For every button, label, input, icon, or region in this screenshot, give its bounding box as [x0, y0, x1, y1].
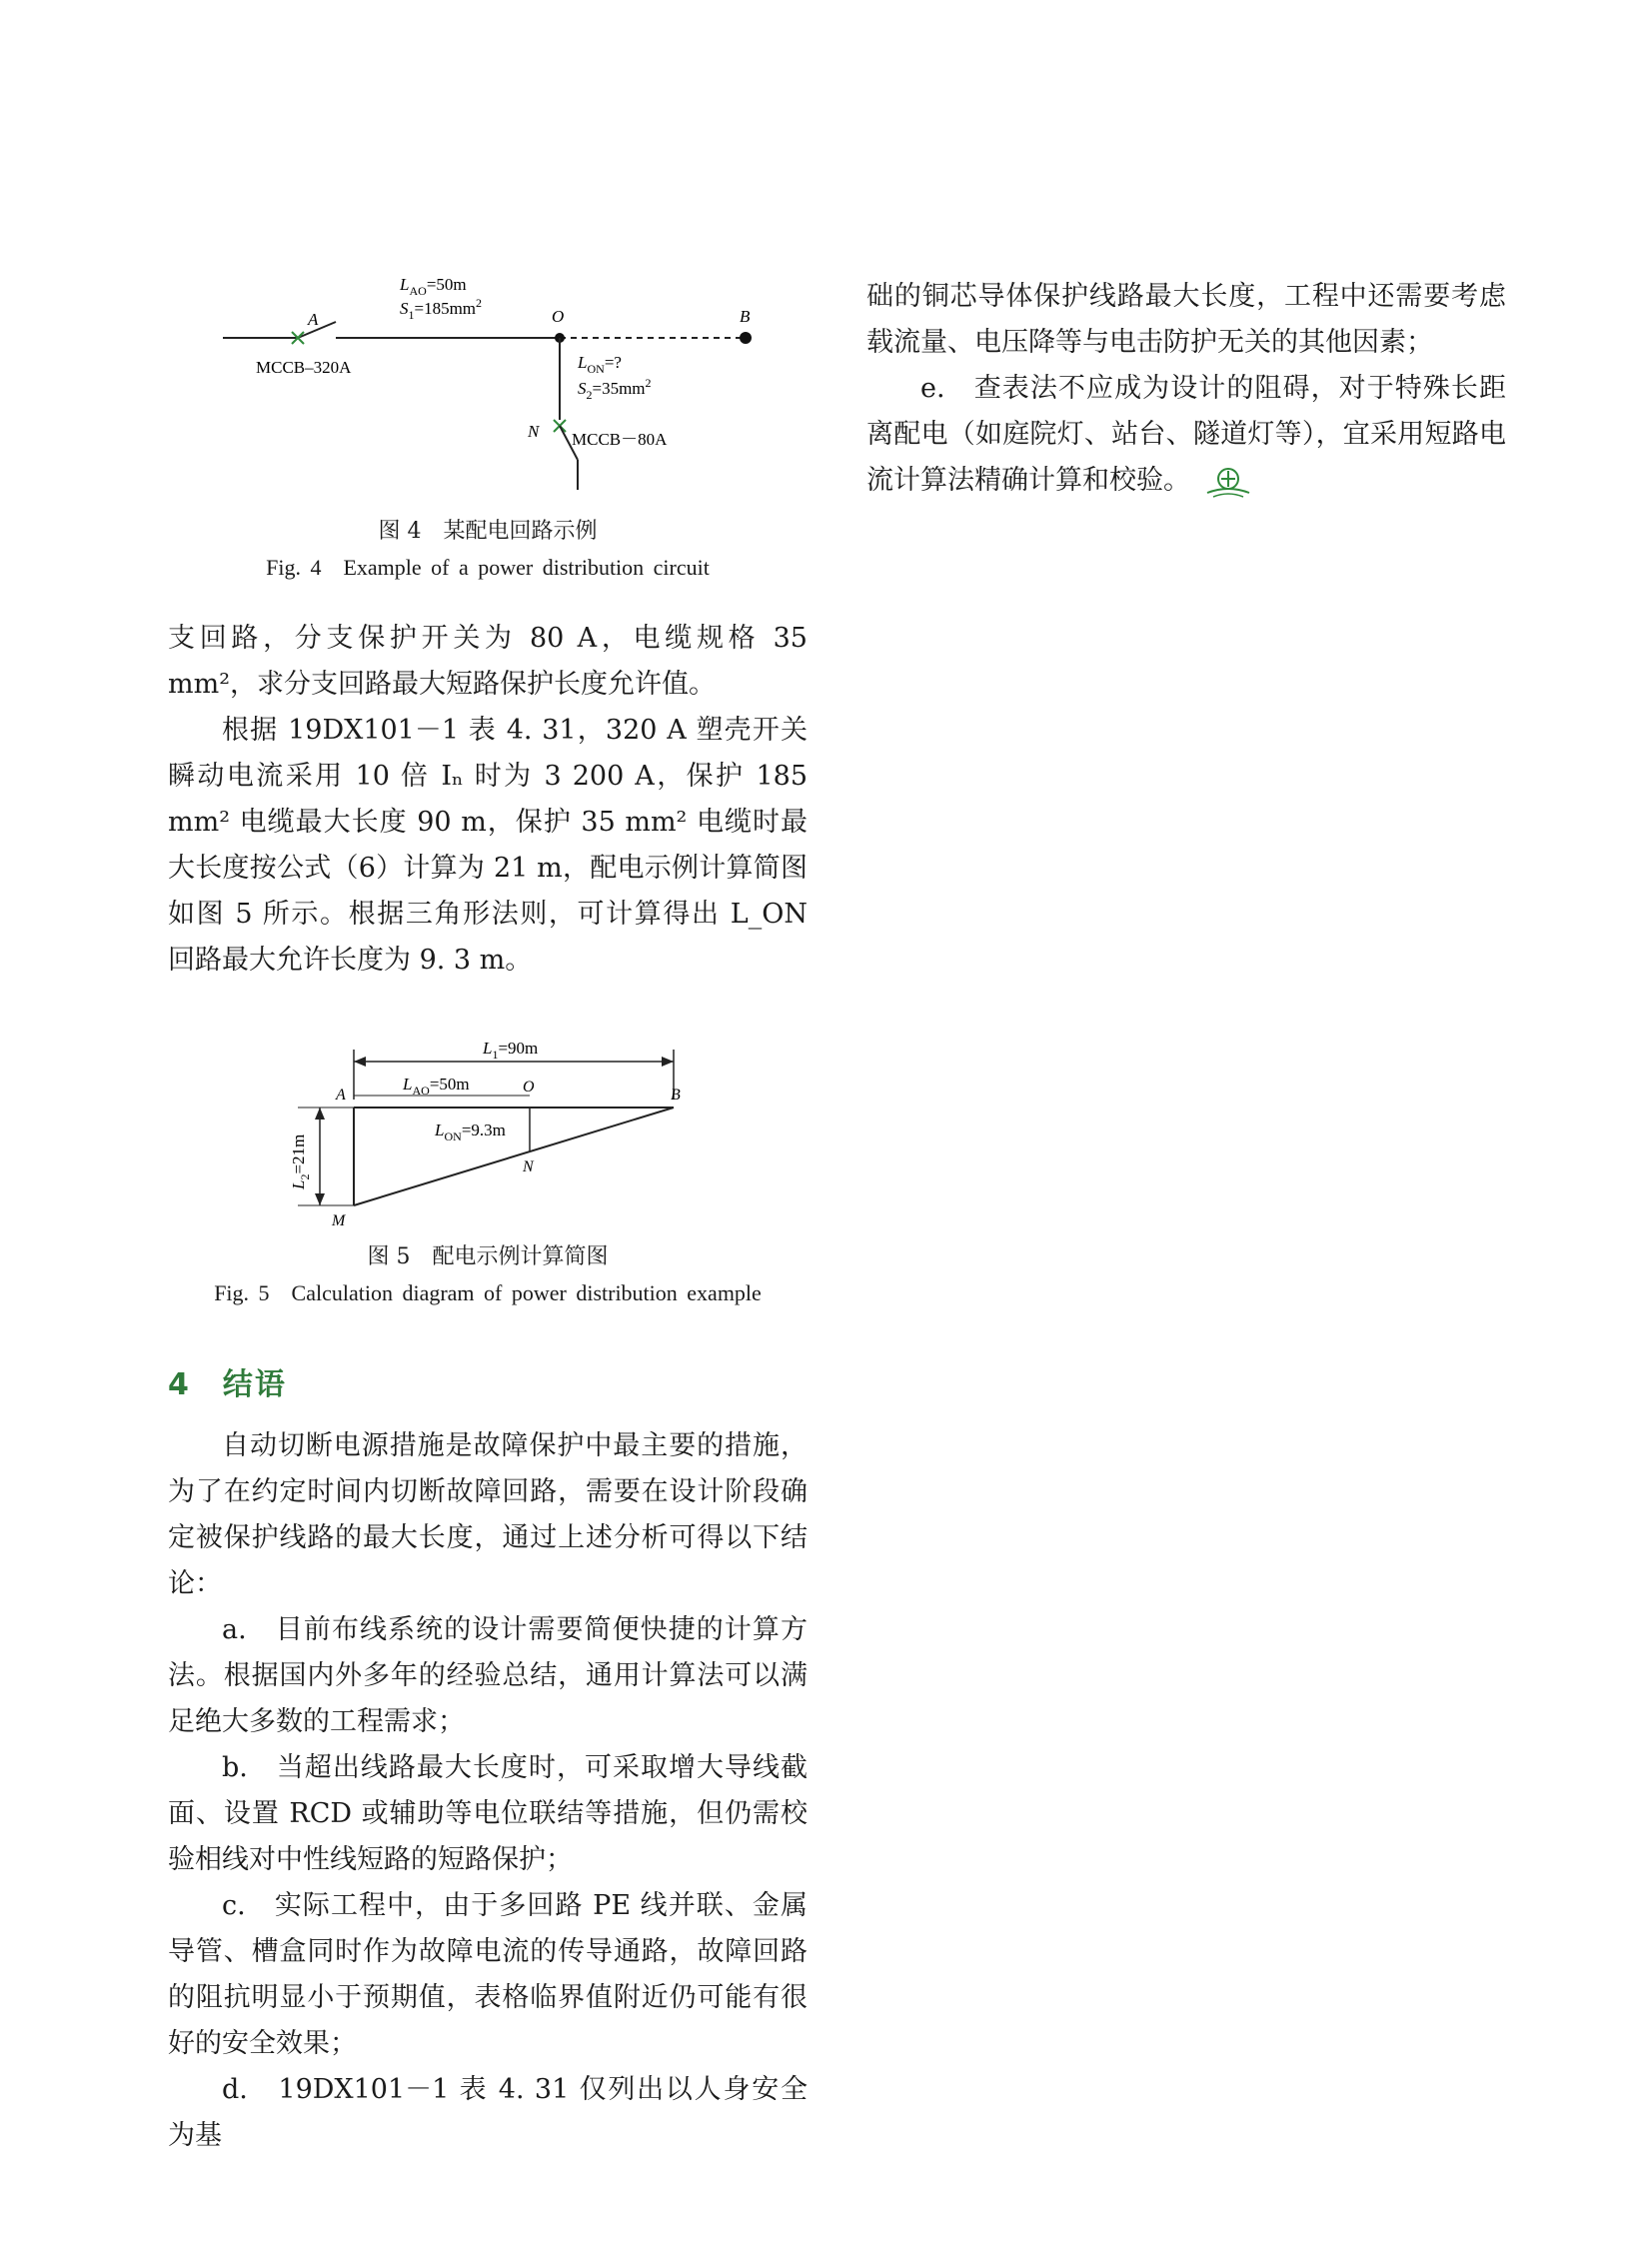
figure-4-caption-cn: 图 4 某配电回路示例	[378, 519, 598, 544]
paragraph-calculation: 根据 19DX101－1 表 4. 31，320 A 塑壳开关瞬动电流采用 10 倍 Iₙ 时为 3 200 A，保护 185 mm² 电缆最大长度 90 m，保护 35 mm² 电缆时最大长度按公式（6）计算为 21 m，配电示例计算简图如图 5 所示。根据三角形法则，可计算得出 L_ON 回路最大允许长度为 9. 3 m。	[168, 715, 808, 976]
point-b: B	[740, 307, 751, 326]
conclusion-item-d: d. 19DX101－1 表 4. 31 仅列出以人身安全为基	[168, 2074, 808, 2151]
mccb-main-label: MCCB–320A	[256, 358, 352, 377]
l2-arrow-bottom	[315, 1193, 325, 1205]
figure-5-caption-en: Fig. 5 Calculation diagram of power distribution example	[214, 1280, 762, 1305]
label-l2: $L_2=21m$	[289, 1133, 312, 1189]
label-lao: $L_{AO}=50m$	[400, 275, 467, 298]
node-b	[740, 332, 752, 344]
figure-4-caption-en: Fig. 4 Example of a power distribution circuit	[266, 555, 710, 580]
point-b-5: B	[671, 1087, 681, 1104]
point-n: N	[528, 422, 540, 441]
end-mark-icon	[1205, 465, 1251, 499]
label-lon: $L_{ON}=$?	[578, 353, 622, 376]
l1-arrow-right	[662, 1057, 674, 1067]
figure-5-caption-cn: 图 5 配电示例计算简图	[367, 1244, 609, 1269]
label-lao-5: $L_{AO}=50m$	[403, 1075, 470, 1098]
label-lon-5: $L_{ON}=9.3m$	[435, 1121, 506, 1143]
point-o-5: O	[523, 1079, 535, 1096]
point-m-5: M	[332, 1212, 346, 1229]
conclusion-item-e-text: e. 查表法不应成为设计的阻碍，对于特殊长距离配电（如庭院灯、站台、隧道灯等），宜采用短路电流计算法精确计算和校验。	[866, 373, 1506, 496]
paragraph-branch-circuit: 支回路，分支保护开关为 80 A，电缆规格 35 mm²，求分支回路最大短路保护长度允许值。	[168, 623, 808, 700]
point-a: A	[308, 310, 319, 329]
conclusion-item-a: a. 目前布线系统的设计需要简便快捷的计算方法。根据国内外多年的经验总结，通用计算法可以满足绝大多数的工程需求；	[168, 1614, 808, 1737]
figure-4-circuit-diagram	[168, 260, 808, 500]
point-a-5: A	[336, 1087, 346, 1104]
section-4-heading: 4 结语	[168, 1367, 287, 1402]
conclusion-item-b: b. 当超出线路最大长度时，可采取增大导线截面、设置 RCD 或辅助等电位联结等措施，但仍需校验相线对中性线短路的短路保护；	[168, 1752, 808, 1875]
conclusion-item-c: c. 实际工程中，由于多回路 PE 线并联、金属导管、槽盒同时作为故障电流的传导通路，故障回路的阻抗明显小于预期值，表格临界值附近仍可能有很好的安全效果；	[168, 1890, 808, 2059]
point-o: O	[552, 307, 565, 326]
label-s1: $S_1=185mm^2$	[400, 296, 483, 322]
point-n-5: N	[523, 1158, 534, 1175]
figure-5-calculation-diagram	[168, 1030, 808, 1239]
label-s2: $S_2=35mm^2$	[578, 376, 652, 402]
conclusion-item-e	[866, 366, 1506, 504]
mccb-branch-label: MCCB－80A	[572, 430, 668, 449]
triangle-hyp-mb	[354, 1108, 674, 1205]
right-paragraph-continued: 础的铜芯导体保护线路最大长度，工程中还需要考虑载流量、电压降等与电击防护无关的其他因素；	[866, 281, 1506, 358]
label-l1: $L_1=90m$	[483, 1039, 539, 1062]
l1-arrow-left	[354, 1057, 366, 1067]
paragraph-conclusion-intro: 自动切断电源措施是故障保护中最主要的措施，为了在约定时间内切断故障回路，需要在设计阶段确定被保护线路的最大长度，通过上述分析可得以下结论：	[168, 1430, 808, 1599]
l2-arrow-top	[315, 1108, 325, 1120]
